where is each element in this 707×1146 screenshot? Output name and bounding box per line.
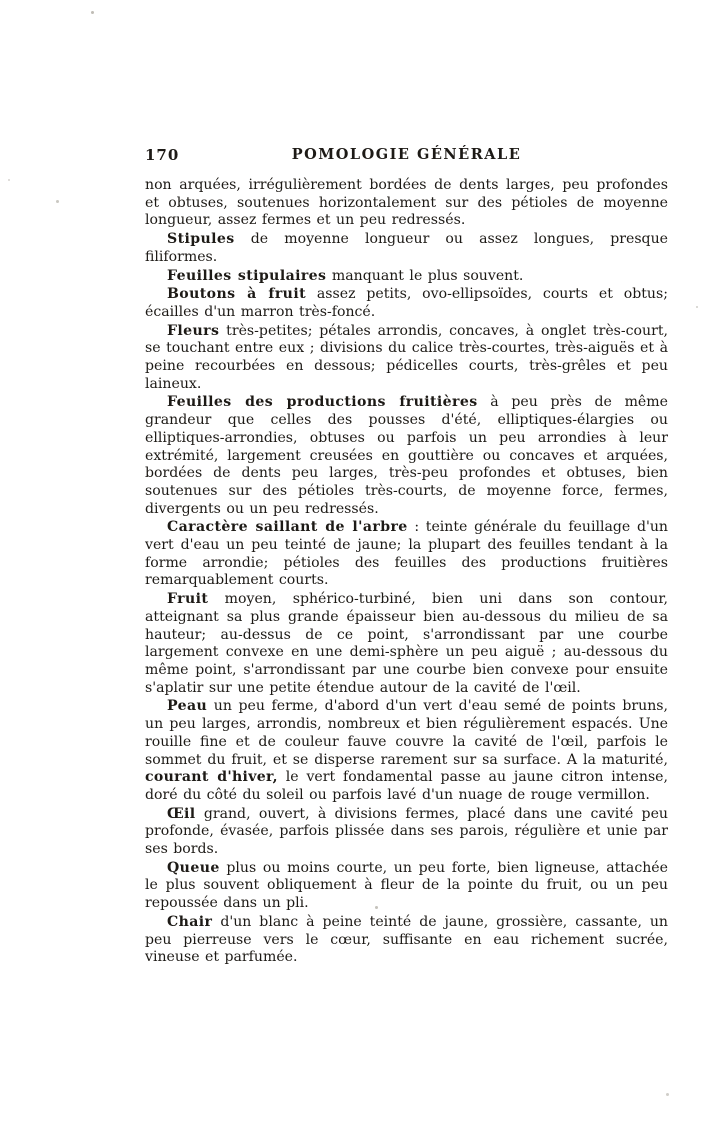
running-title: POMOLOGIE GÉNÉRALE (291, 146, 522, 163)
paragraph-lead: Œil (167, 805, 196, 822)
scan-speck (375, 906, 378, 909)
paragraph-text: un peu ferme, d'abord d'un vert d'eau semé de points bruns, un peu larges, arrondis, nombreux et bien régulièrement espacés. Une rouille fine et de couleur fauve couvre la cavité de l'œil, parfois le sommet du fruit, et se disperse rarement sur sa surface. A la maturité, (145, 698, 668, 768)
paragraph-lead: Caractère saillant de l'arbre (167, 519, 408, 536)
scan-speck (666, 1093, 669, 1096)
page-body (145, 177, 668, 968)
paragraph-lead: Peau (167, 698, 208, 715)
paragraph-lead: Fleurs (167, 322, 220, 339)
paragraph (145, 286, 668, 321)
paragraph-text: le vert fondamental passe au jaune citron intense, doré du côté du soleil ou parfois lavé d'un nuage de rouge vermillon. (145, 769, 668, 803)
scan-speck (696, 306, 698, 308)
paragraph-text: assez petits, ovo-ellipsoïdes, courts et obtus; écailles d'un marron très-foncé. (145, 286, 668, 320)
paragraph-text: grand, ouvert, à divisions fermes, placé dans une cavité peu profonde, évasée, parfois plissée dans ses parois, régulière et unie par ses bords. (145, 805, 668, 858)
page-header (145, 146, 668, 166)
paragraph-text: non arquées, irrégulièrement bordées de dents larges, peu profondes et obtuses, soutenues horizontalement sur des pétioles de moyenne longueur, assez fermes et un peu redressés. (145, 177, 668, 229)
paragraph (145, 268, 668, 286)
paragraph-lead: Feuilles stipulaires (167, 267, 327, 284)
paragraph-text: moyen, sphérico-turbiné, bien uni dans son contour, atteignant sa plus grande épaisseur bien au-dessous du milieu de sa hauteur; au-dessus de ce point, s'arrondissant par une courbe largement convexe en une demi-sphère un peu aiguë ; au-dessous du même point, s'arrondissant par une courbe bien convexe pour ensuite s'aplatir sur une petite étendue autour de la cavité de l'œil. (145, 591, 668, 696)
paragraph-lead: Fruit (167, 591, 209, 608)
paragraph-text: manquant le plus souvent. (326, 267, 524, 284)
paragraph-lead: courant d'hiver, (145, 769, 278, 786)
paragraph-lead: Queue (167, 859, 220, 876)
scan-speck (601, 887, 603, 889)
paragraph (145, 323, 668, 394)
scan-speck (8, 179, 10, 181)
paragraph-lead: Feuilles des productions fruitières (167, 394, 478, 411)
paragraph (145, 914, 668, 967)
paragraph-lead: Boutons à fruit (167, 286, 306, 303)
paragraph (145, 806, 668, 859)
paragraph-lead: Chair (167, 913, 213, 930)
paragraph (145, 177, 668, 230)
paragraph-text: à peu près de même grandeur que celles des pousses d'été, elliptiques-élargies ou elliptiques-arrondies, obtuses ou parfois un peu arrondies à leur extrémité, largement creusées en gouttière ou concaves et arquées, bordées de dents peu larges, très-peu profondes et obtuses, bien soutenues sur des pétioles très-courts, de moyenne force, fermes, divergents ou un peu redressés. (145, 394, 668, 517)
scan-speck (56, 200, 59, 203)
paragraph (145, 519, 668, 590)
scan-speck (91, 11, 94, 14)
scan-speck (426, 525, 428, 527)
paragraph (145, 394, 668, 518)
paragraph-text: : teinte générale du feuillage d'un vert d'eau un peu teinté de jaune; la plupart des feuilles tendant à la forme arrondie; pétioles des feuilles des productions fruitières remarquablement courts. (145, 519, 668, 589)
scan-speck (243, 952, 245, 954)
paragraph-text: d'un blanc à peine teinté de jaune, grossière, cassante, un peu pierreuse vers le cœur, suffisante en eau richement sucrée, vineuse et parfumée. (145, 913, 668, 966)
paragraph (145, 860, 668, 913)
paragraph (145, 231, 668, 266)
paragraph-lead: Stipules (167, 231, 235, 248)
paragraph-text: très-petites; pétales arrondis, concaves, à onglet très-court, se touchant entre eux ; divisions du calice très-courtes, très-aiguës et à peine recourbées en dessous; pédicelles courts, très-grêles et peu laineux. (145, 322, 668, 392)
page-number: 170 (145, 146, 180, 164)
paragraph (145, 698, 668, 804)
paragraph-text: de moyenne longueur ou assez longues, presque filiformes. (145, 231, 668, 265)
paragraph (145, 591, 668, 697)
paragraph-text: plus ou moins courte, un peu forte, bien ligneuse, attachée le plus souvent obliquement à fleur de la pointe du fruit, ou un peu repoussée dans un pli. (145, 859, 668, 912)
